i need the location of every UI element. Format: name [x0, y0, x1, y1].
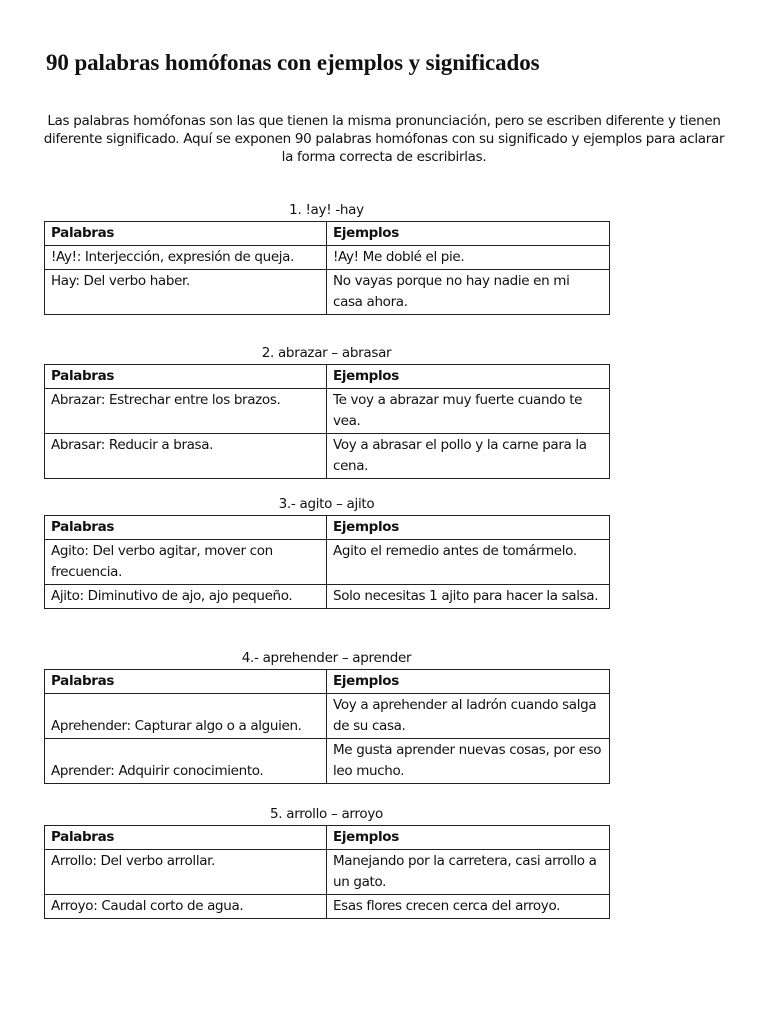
table-header-row: [45, 222, 610, 246]
word-cell: Agito: Del verbo agitar, mover con frecuencia.: [45, 540, 327, 585]
column-header-ejemplos: Ejemplos: [327, 222, 610, 246]
section-caption: 2. abrazar – abrasar: [261, 345, 392, 361]
homophone-table: [44, 221, 610, 315]
table-row: [45, 540, 610, 585]
column-header-ejemplos: Ejemplos: [327, 365, 610, 389]
word-cell: !Ay!: Interjección, expresión de queja.: [45, 246, 327, 270]
word-cell: Arrollo: Del verbo arrollar.: [45, 850, 327, 895]
table-row: [45, 434, 610, 479]
table-row: [45, 895, 610, 919]
example-cell: Agito el remedio antes de tomármelo.: [327, 540, 610, 585]
homophone-table: [44, 364, 610, 479]
section-2: [44, 344, 609, 479]
table-row: [45, 739, 610, 784]
example-cell: Te voy a abrazar muy fuerte cuando te vea.: [327, 389, 610, 434]
word-cell: Aprehender: Capturar algo o a alguien.: [45, 694, 327, 739]
table-row: [45, 389, 610, 434]
table-header-row: [45, 516, 610, 540]
page-title: 90 palabras homófonas con ejemplos y significados: [46, 50, 540, 75]
table-row: [45, 850, 610, 895]
homophone-table: [44, 515, 610, 609]
table-row: [45, 270, 610, 315]
column-header-ejemplos: Ejemplos: [327, 516, 610, 540]
column-header-palabras: Palabras: [45, 222, 327, 246]
section-caption: 5. arrollo – arroyo: [269, 806, 383, 822]
example-cell: Voy a aprehender al ladrón cuando salga de su casa.: [327, 694, 610, 739]
word-cell: Hay: Del verbo haber.: [45, 270, 327, 315]
section-4: [44, 649, 609, 784]
column-header-palabras: Palabras: [45, 516, 327, 540]
example-cell: !Ay! Me doblé el pie.: [327, 246, 610, 270]
column-header-ejemplos: Ejemplos: [327, 670, 610, 694]
column-header-palabras: Palabras: [45, 670, 327, 694]
section-5: [44, 805, 609, 919]
table-row: [45, 694, 610, 739]
homophone-table: [44, 825, 610, 919]
example-cell: Esas flores crecen cerca del arroyo.: [327, 895, 610, 919]
section-3: [44, 495, 609, 609]
section-1: [44, 201, 609, 315]
example-cell: Voy a abrasar el pollo y la carne para la cena.: [327, 434, 610, 479]
word-cell: Aprender: Adquirir conocimiento.: [45, 739, 327, 784]
table-row: [45, 246, 610, 270]
column-header-palabras: Palabras: [45, 365, 327, 389]
word-cell: Arroyo: Caudal corto de agua.: [45, 895, 327, 919]
table-header-row: [45, 670, 610, 694]
word-cell: Abrasar: Reducir a brasa.: [45, 434, 327, 479]
example-cell: Manejando por la carretera, casi arrollo a un gato.: [327, 850, 610, 895]
example-cell: Solo necesitas 1 ajito para hacer la salsa.: [327, 585, 610, 609]
intro-paragraph: Las palabras homófonas son las que tienen la misma pronunciación, pero se escriben diferente y tienen diferente significado. Aquí se exponen 90 palabras homófonas con su significado y ejemplos para aclarar la forma correcta de escribirlas.: [43, 113, 725, 165]
table-header-row: [45, 365, 610, 389]
column-header-palabras: Palabras: [45, 826, 327, 850]
table-row: [45, 585, 610, 609]
example-cell: Me gusta aprender nuevas cosas, por eso leo mucho.: [327, 739, 610, 784]
example-cell: No vayas porque no hay nadie en mi casa ahora.: [327, 270, 610, 315]
section-caption: 3.- agito – ajito: [278, 496, 375, 512]
word-cell: Abrazar: Estrechar entre los brazos.: [45, 389, 327, 434]
word-cell: Ajito: Diminutivo de ajo, ajo pequeño.: [45, 585, 327, 609]
table-header-row: [45, 826, 610, 850]
homophone-table: [44, 669, 610, 784]
column-header-ejemplos: Ejemplos: [327, 826, 610, 850]
section-caption: 1. !ay! -hay: [289, 202, 364, 218]
section-caption: 4.- aprehender – aprender: [241, 650, 412, 666]
